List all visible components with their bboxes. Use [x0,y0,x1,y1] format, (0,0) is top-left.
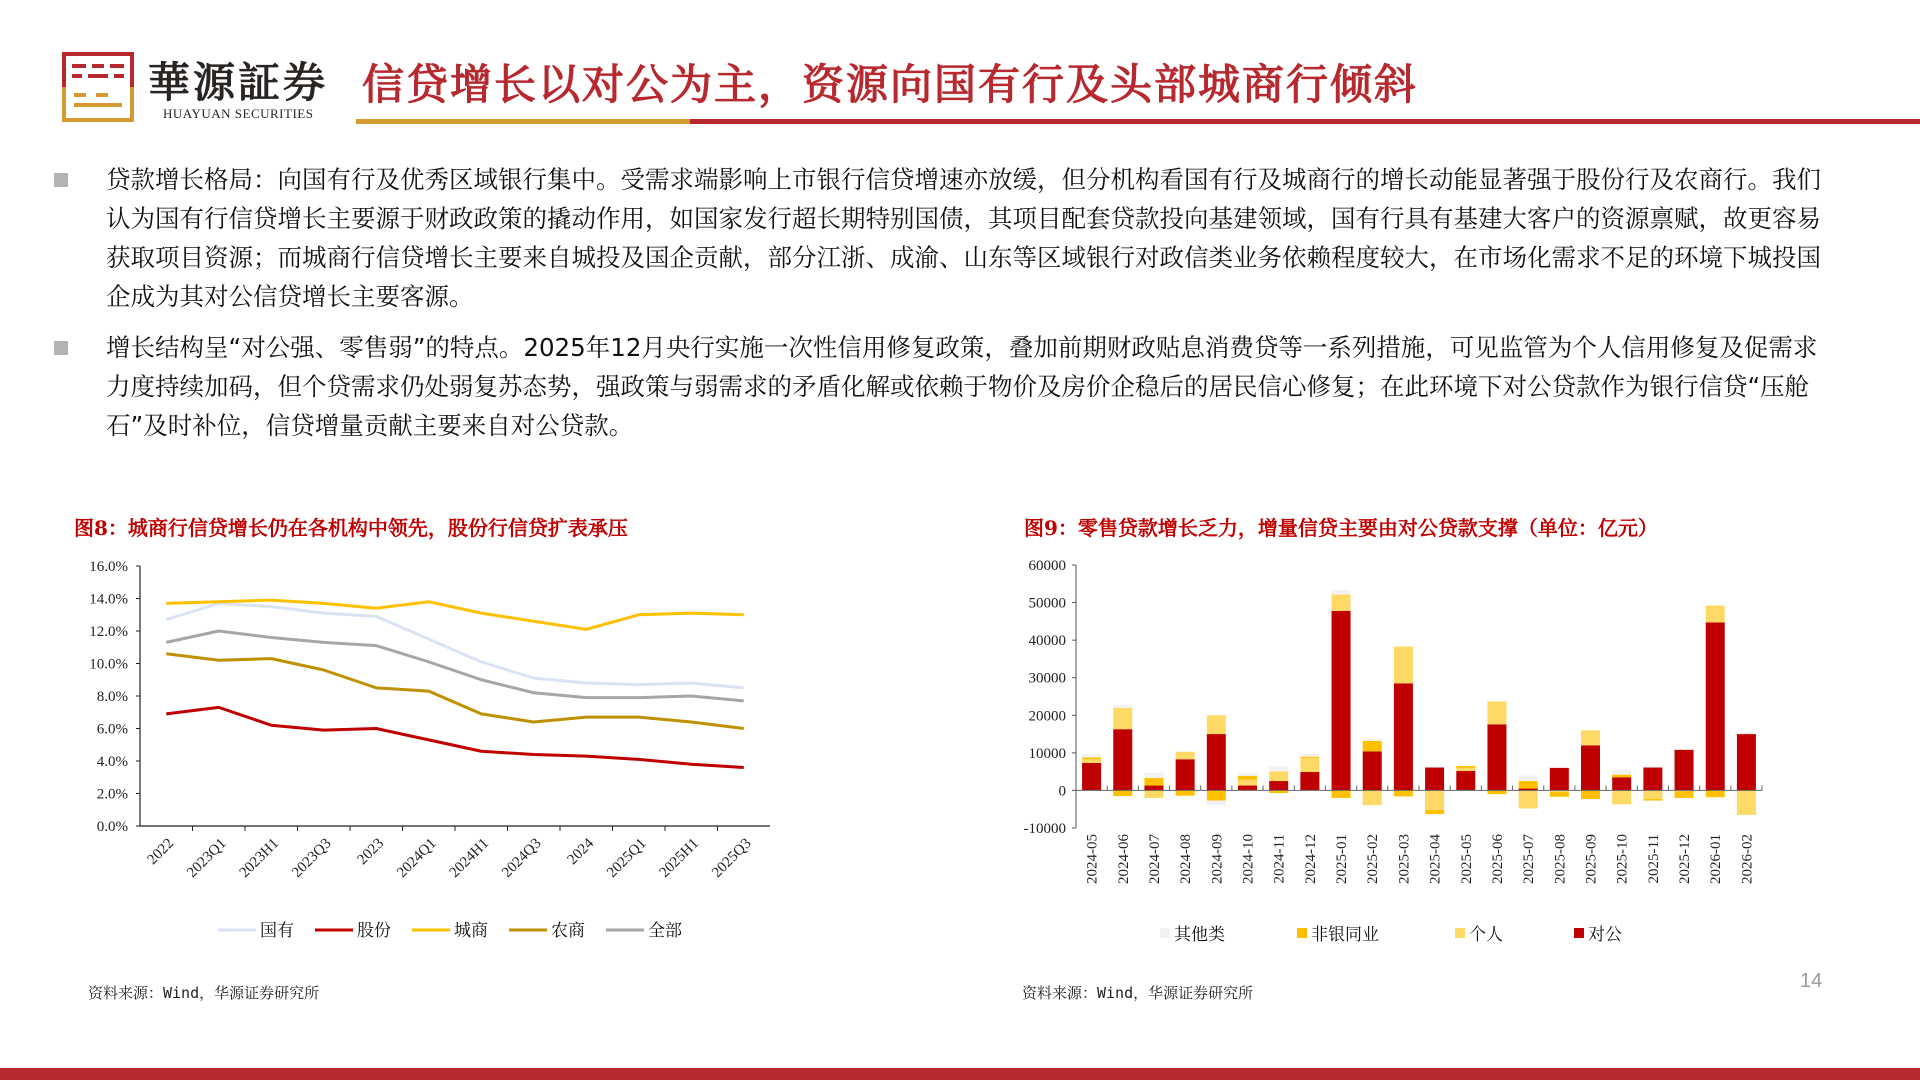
line-series-农商 [166,654,744,729]
y-tick-label: 14.0% [89,591,128,608]
bar-segment-非银同业 [1675,791,1694,798]
svg-text:全部: 全部 [648,921,682,941]
page-number: 14 [1800,970,1823,992]
bar-group-2025-11 [1643,768,1662,801]
svg-text:个人: 个人 [1469,925,1503,945]
x-tick-label: 2024-06 [1115,834,1132,884]
bar-segment-非银同业 [1207,790,1226,800]
x-tick-label: 2023Q3 [289,835,335,882]
bar-segment-非银同业 [1519,781,1538,789]
bar-group-2025-03 [1394,647,1413,797]
figure8-line-chart [0,0,960,960]
bar-segment-对公 [1456,771,1475,791]
bullet-text: 增长结构呈“对公强、零售弱”的特点。2025年12月央行实施一次性信用修复政策，叠加前期财政贴息消费贷等一系列措施，可见监管为个人信用修复及促需求力度持续加码，但个贷需求仍处弱复苏态势，强政策与弱需求的矛盾化解或依赖于物价及房价企稳后的居民信心修复；在此环境下对公贷款作为银行信贷“压舱石”及时补位，信贷增量贡献主要来自对公贷款。 [106,333,1818,440]
y-tick-label: 30000 [1028,670,1066,687]
bar-group-2025-07 [1519,775,1538,808]
y-tick-label: -10000 [1023,821,1066,837]
bar-segment-其他类 [1113,705,1132,708]
bar-segment-个人 [1519,790,1538,808]
x-tick-label: 2025-01 [1334,834,1351,884]
bar-segment-其他类 [1269,766,1288,771]
x-tick-label: 2023Q1 [184,835,230,882]
footer-bar [0,1068,1920,1080]
bar-segment-其他类 [1300,754,1319,757]
svg-text:其他类: 其他类 [1174,925,1225,945]
y-tick-label: 2.0% [96,786,128,803]
bar-segment-对公 [1612,777,1631,790]
bar-segment-对公 [1332,611,1351,791]
bar-segment-对公 [1176,759,1195,790]
bar-group-2024-10 [1238,773,1257,791]
x-tick-label: 2024-11 [1271,834,1288,884]
x-tick-label: 2025Q1 [604,835,650,882]
legend-item [1455,925,1503,945]
bar-group-2025-02 [1363,739,1382,806]
bar-segment-个人 [1238,780,1257,786]
bar-segment-个人 [1456,768,1475,771]
bar-segment-非银同业 [1238,776,1257,780]
bar-group-2024-12 [1300,754,1319,791]
bar-segment-非银同业 [1643,799,1662,801]
x-tick-label: 2022 [144,835,178,869]
bar-segment-个人 [1612,790,1631,804]
y-tick-label: 40000 [1028,633,1066,650]
bar-group-2024-08 [1176,752,1195,796]
svg-text:城商: 城商 [454,921,488,941]
x-tick-label: 2023H1 [236,835,283,882]
bar-group-2024-11 [1269,766,1288,793]
bar-segment-对公 [1300,772,1319,790]
legend-item [218,921,294,941]
bar-segment-非银同业 [1363,741,1382,752]
x-tick-label: 2025-09 [1583,834,1600,884]
bar-segment-对公 [1487,724,1506,790]
x-tick-label: 2024-05 [1084,834,1101,884]
legend-item [509,921,585,941]
bar-segment-非银同业 [1706,790,1725,797]
line-series-国有 [166,603,744,688]
bar-segment-其他类 [1363,739,1382,741]
x-tick-label: 2025Q3 [709,835,755,882]
svg-text:对公: 对公 [1588,925,1622,945]
y-tick-label: 50000 [1028,595,1066,612]
x-tick-label: 2024-09 [1209,834,1226,884]
bar-segment-对公 [1737,734,1756,790]
bar-segment-非银同业 [1456,766,1475,768]
legend-item [1297,925,1379,945]
legend-item [412,921,488,941]
bar-segment-其他类 [1519,775,1538,781]
x-tick-label: 2025-12 [1677,834,1694,884]
bar-segment-对公 [1675,750,1694,791]
bar-segment-个人 [1706,606,1725,623]
x-tick-label: 2023 [354,835,388,869]
bar-segment-个人 [1487,701,1506,724]
bar-group-2025-09 [1581,730,1600,799]
bar-segment-个人 [1643,790,1662,799]
bar-segment-个人 [1300,758,1319,772]
x-tick-label: 2025H1 [656,835,703,882]
legend-item [1160,924,1225,945]
bar-segment-非银同业 [1300,757,1319,758]
bar-segment-非银同业 [1113,790,1132,796]
bar-group-2025-10 [1612,770,1631,805]
y-tick-label: 8.0% [96,689,128,705]
bar-segment-其他类 [1737,732,1756,734]
bar-segment-非银同业 [1394,790,1413,796]
figure8-title: 图8：城商行信贷增长仍在各机构中领先，股份行信贷扩表承压 [74,516,628,540]
line-series-股份 [166,707,744,767]
x-tick-label: 2025-03 [1396,834,1413,884]
bar-group-2026-02 [1737,732,1756,815]
x-tick-label: 2025-06 [1489,834,1506,884]
bar-segment-个人 [1207,715,1226,734]
bar-segment-其他类 [1207,801,1226,806]
bar-segment-个人 [1176,752,1195,760]
bar-segment-个人 [1737,790,1756,814]
bar-segment-个人 [1082,759,1101,763]
x-tick-label: 2024-08 [1178,834,1195,884]
bar-segment-对公 [1113,729,1132,790]
x-tick-label: 2024Q1 [394,835,440,882]
bar-segment-非银同业 [1144,778,1163,786]
bar-segment-个人 [1581,730,1600,745]
bar-segment-个人 [1425,790,1444,810]
y-tick-label: 0 [1058,783,1066,800]
y-tick-label: 10.0% [89,656,128,673]
x-tick-label: 2026-01 [1708,834,1725,884]
bar-segment-其他类 [1612,770,1631,775]
bar-group-2024-06 [1113,705,1132,796]
y-tick-label: 10000 [1028,745,1066,762]
bar-segment-非银同业 [1082,757,1101,759]
x-tick-label: 2024-07 [1146,834,1163,884]
bar-segment-对公 [1643,768,1662,791]
x-tick-label: 2025-07 [1521,834,1538,884]
bar-group-2025-08 [1550,768,1569,797]
x-tick-label: 2025-02 [1365,834,1382,884]
bar-segment-对公 [1269,781,1288,790]
x-tick-label: 2024-10 [1240,834,1257,884]
bar-group-2025-01 [1332,590,1351,798]
line-series-全部 [166,631,744,701]
y-tick-label: 0.0% [96,819,128,835]
bar-segment-个人 [1113,708,1132,729]
x-tick-label: 2024H1 [446,835,493,882]
bar-segment-对公 [1394,683,1413,790]
bar-segment-个人 [1394,647,1413,684]
legend-item [1574,925,1622,945]
y-tick-label: 16.0% [89,559,128,575]
bar-segment-其他类 [1238,773,1257,776]
bar-segment-非银同业 [1332,790,1351,798]
bar-segment-对公 [1581,745,1600,790]
bar-segment-个人 [1269,771,1288,781]
bar-segment-其他类 [1082,754,1101,757]
bar-segment-非银同业 [1176,790,1195,795]
x-tick-label: 2024 [564,835,598,869]
legend-item [606,921,682,941]
brand-name-en: HUAYUAN SECURITIES [163,106,314,121]
x-tick-label: 2024Q3 [499,835,545,882]
bar-group-2026-01 [1706,606,1725,798]
bar-group-2025-06 [1487,701,1506,794]
bullet-text: 贷款增长格局：向国有行及优秀区域银行集中。受需求端影响上市银行信贷增速亦放缓，但分机构看国有行及城商行的增长动能显著强于股份行及农商行。我们认为国有行信贷增长主要源于财政政策的撬动作用，如国家发行超长期特别国债，其项目配套贷款投向基建领域，国有行具有基建大客户的资源禀赋，故更容易获取项目资源；而城商行信贷增长主要来自城投及国企贡献，部分江浙、成渝、山东等区域银行对政信类业务依赖程度较大，在市场化需求不足的环境下城投国企成为其对公信贷增长主要客源。 [106,165,1821,311]
figure9-title: 图9：零售贷款增长乏力，增量信贷主要由对公贷款支撑（单位：亿元） [1024,516,1658,540]
bar-segment-对公 [1144,786,1163,791]
bar-group-2024-05 [1082,754,1101,790]
bar-segment-对公 [1425,768,1444,791]
page-title: 信贷增长以对公为主，资源向国有行及头部城商行倾斜 [362,60,1419,109]
bar-segment-非银同业 [1581,790,1600,799]
bar-segment-个人 [1144,790,1163,798]
y-tick-label: 12.0% [89,624,128,640]
x-tick-label: 2025-10 [1614,834,1631,884]
bar-segment-非银同业 [1425,810,1444,814]
bar-segment-非银同业 [1612,775,1631,778]
bar-segment-对公 [1082,763,1101,790]
x-tick-label: 2025-08 [1552,834,1569,884]
bar-segment-其他类 [1332,590,1351,594]
bar-segment-对公 [1238,786,1257,791]
x-tick-label: 2025-11 [1645,834,1662,884]
y-tick-label: 4.0% [96,754,128,770]
figure8-source: 资料来源：Wind，华源证券研究所 [88,984,320,1002]
y-tick-label: 6.0% [96,721,128,738]
svg-text:农商: 农商 [551,921,585,941]
svg-text:股份: 股份 [357,921,391,941]
bar-segment-个人 [1332,594,1351,611]
x-tick-label: 2025-05 [1458,834,1475,884]
y-tick-label: 60000 [1028,558,1066,574]
legend-item [315,921,391,941]
bar-segment-非银同业 [1550,792,1569,797]
x-tick-label: 2024-12 [1302,834,1319,884]
svg-text:非银同业: 非银同业 [1311,925,1379,945]
figure9-stacked-bar-chart [960,0,1920,960]
x-tick-label: 2025-04 [1427,834,1444,884]
bar-segment-对公 [1363,751,1382,790]
bar-segment-对公 [1550,768,1569,791]
bar-segment-对公 [1207,734,1226,790]
bar-segment-非银同业 [1487,790,1506,794]
bar-segment-个人 [1363,790,1382,805]
bar-group-2024-07 [1144,773,1163,798]
brand-name-cn: 華源証券 [148,58,329,107]
bar-segment-其他类 [1144,773,1163,778]
svg-text:国有: 国有 [260,921,294,941]
bar-segment-对公 [1706,622,1725,790]
y-tick-label: 20000 [1028,708,1066,725]
x-tick-label: 2026-02 [1739,834,1756,884]
bar-group-2025-05 [1456,766,1475,790]
figure9-source: 资料来源：Wind，华源证券研究所 [1022,984,1254,1002]
bar-group-2024-09 [1207,715,1226,805]
